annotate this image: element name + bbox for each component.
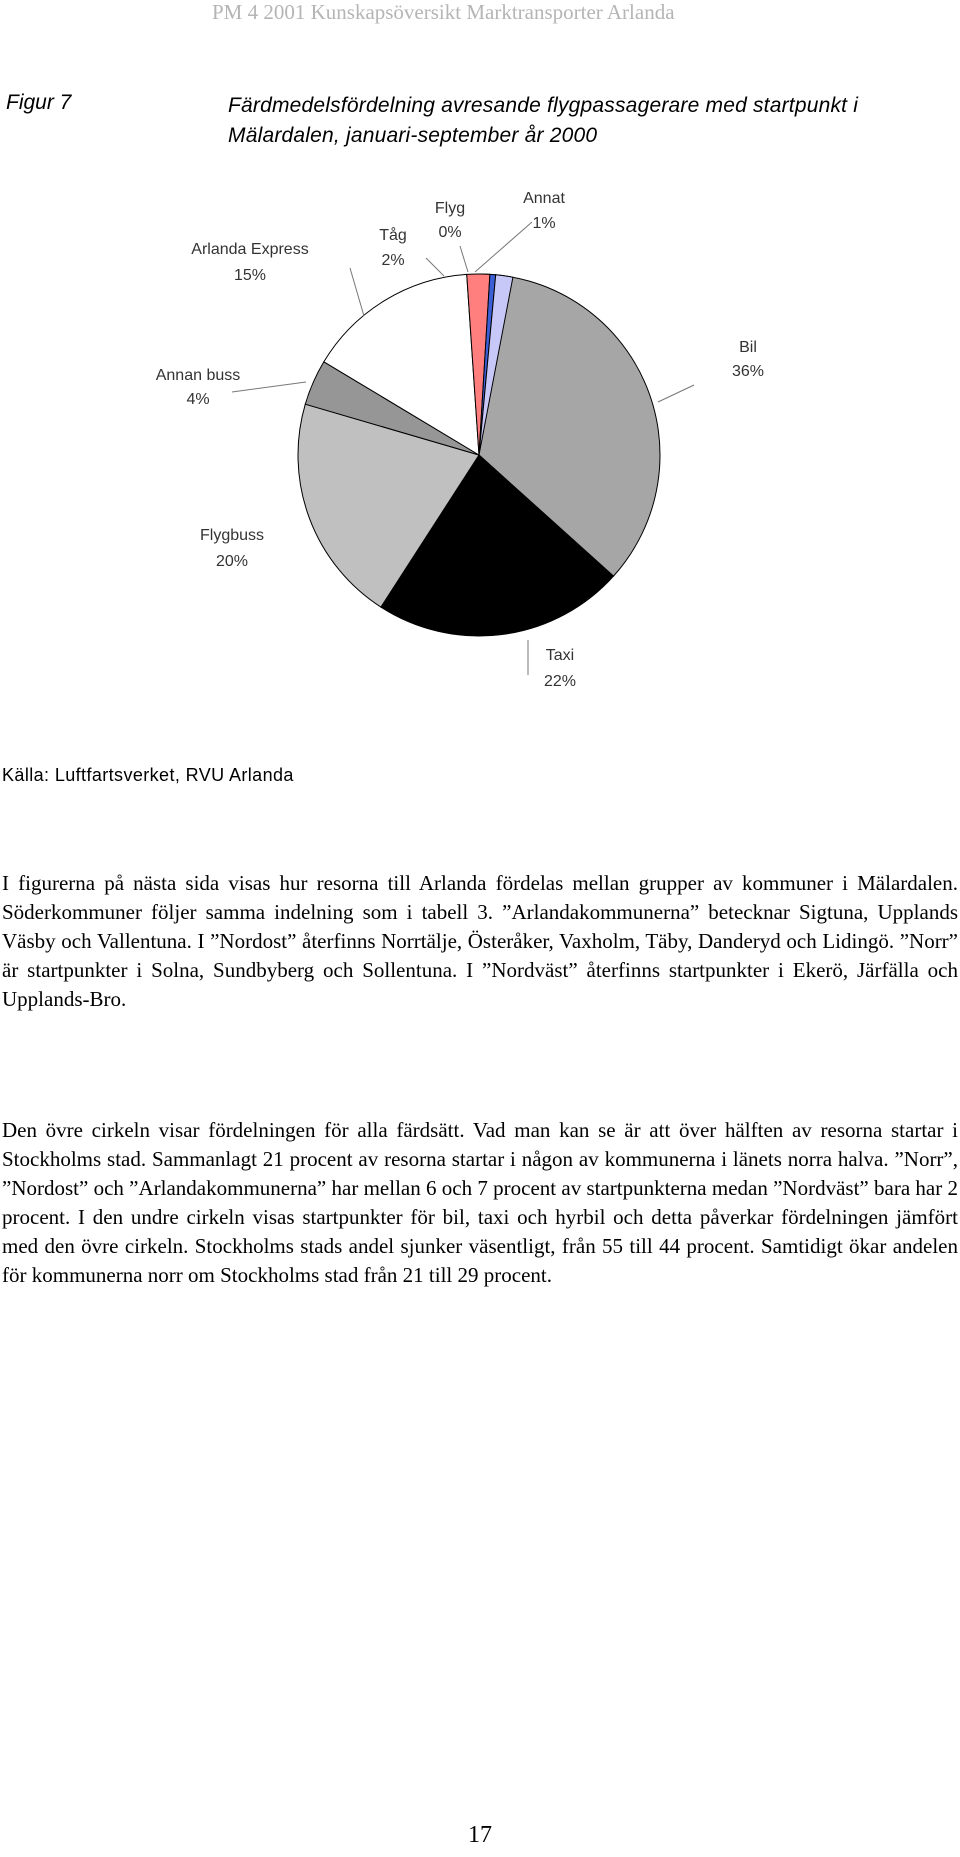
pie-label-value: 4% [186,391,210,408]
pie-leader-line [232,382,306,392]
page-number: 17 [468,1822,492,1848]
pie-label-value: 22% [543,673,577,690]
pie-label-category: Tåg [379,227,407,244]
pie-slices [298,274,660,636]
pie-leader-line [350,268,364,316]
pie-label-category: Bil [739,339,757,356]
pie-label-value: 15% [233,267,267,284]
pie-label-value: 20% [215,553,249,570]
pie-label-category: Annat [523,190,565,207]
pie-leader-line [426,258,444,276]
figure-label: Figur 7 [6,91,72,114]
pie-label-category: Flygbuss [199,527,265,544]
figure-caption: Färdmedelsfördelning avresande flygpassagerare med startpunkt i Mälardalen, januari-september år 2000 [228,94,859,147]
pie-label-value: 2% [381,252,405,269]
pie-label-category: Flyg [434,200,466,217]
body-paragraph-2: Den övre cirkeln visar fördelningen för alla färdsätt. Vad man kan se är att över hälften av resorna startar i Stockholms stad. Sammanlagt 21 procent av resorna startar i någon av kommunerna i länets norra halva. ”Norr”, ”Nordost” och ”Arlandakommunerna” har mellan 6 och 7 procent av startpunkterna medan ”Nordväst” bara har 2 procent. I den undre cirkeln visas startpunkter för bil, taxi och hyrbil och detta påverkar fördelningen jämfört med den övre cirkeln. Stockholms stads andel sjunker väsentligt, från 55 till 44 procent. Samtidigt ökar andelen för kommunerna norr om Stockholms stad från 21 till 29 procent. [2,1118,958,1287]
pie-chart [0,180,960,720]
figure-source: Källa: Luftfartsverket, RVU Arlanda [2,765,294,785]
pie-label-category: Arlanda Express [191,241,309,258]
pie-label-value: 36% [731,363,765,380]
pie-label-value: 0% [438,224,462,241]
pie-leader-line [475,222,532,272]
pie-leader-line [658,385,694,402]
pie-label-category: Annan buss [155,367,241,384]
running-header: PM 4 2001 Kunskapsöversikt Marktransporter Arlanda [212,0,675,24]
pie-label-value: 1% [532,215,556,232]
pie-label-category: Taxi [545,647,575,664]
pie-leader-line [460,246,468,272]
body-paragraph-1: I figurerna på nästa sida visas hur resorna till Arlanda fördelas mellan grupper av kommuner i Mälardalen. Söderkommuner följer samma indelning som i tabell 3. ”Arlandakommunerna” betecknar Sigtuna, Upplands Väsby och Vallentuna. I ”Nordost” återfinns Norrtälje, Österåker, Vaxholm, Täby, Danderyd och Lidingö. ”Norr” är startpunkter i Solna, Sundbyberg och Sollentuna. I ”Nordväst” återfinns startpunkter i Ekerö, Järfälla och Upplands-Bro. [2,871,958,1011]
